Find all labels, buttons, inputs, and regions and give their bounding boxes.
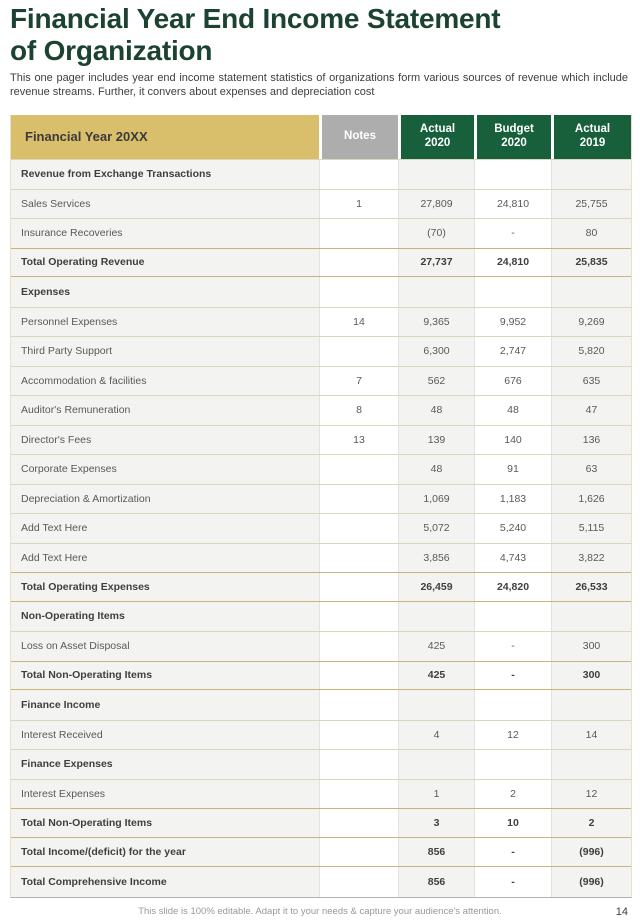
table-row: [11, 602, 631, 632]
budget-2020-value: -: [474, 662, 551, 690]
table-body: [11, 159, 631, 897]
budget-2020-value: 140: [474, 426, 551, 455]
row-label: Loss on Asset Disposal: [11, 632, 319, 661]
row-label: Director's Fees: [11, 426, 319, 455]
notes-value: [319, 337, 398, 366]
row-label: Finance Income: [11, 690, 319, 720]
budget-2020-value: [474, 160, 551, 189]
row-label: Accommodation & facilities: [11, 367, 319, 396]
actual-2020-value: 6,300: [398, 337, 474, 366]
actual-2019-value: 5,115: [551, 514, 631, 543]
budget-2020-value: 5,240: [474, 514, 551, 543]
actual-2020-value: 139: [398, 426, 474, 455]
budget-2020-value: 24,820: [474, 573, 551, 601]
table-row: [11, 867, 631, 897]
actual-2019-value: [551, 602, 631, 632]
table-row: [11, 454, 631, 484]
table-row: [11, 189, 631, 219]
footer-note: This slide is 100% editable. Adapt it to your needs & capture your audience's attention.: [138, 906, 502, 917]
row-label: Total Operating Revenue: [11, 249, 319, 277]
actual-2019-value: 47: [551, 396, 631, 425]
notes-value: [319, 780, 398, 809]
header-notes-label: Notes: [344, 130, 376, 143]
budget-2020-value: 1,183: [474, 485, 551, 514]
actual-2019-value: 25,755: [551, 190, 631, 219]
budget-2020-value: 2: [474, 780, 551, 809]
notes-value: [319, 690, 398, 720]
notes-value: [319, 219, 398, 248]
header-actual-2019-line2: 2019: [579, 137, 606, 149]
notes-value: 7: [319, 367, 398, 396]
actual-2019-value: 300: [551, 632, 631, 661]
budget-2020-value: -: [474, 838, 551, 867]
notes-value: [319, 809, 398, 837]
actual-2019-value: 2: [551, 809, 631, 837]
table-row: [11, 543, 631, 573]
table-row: [11, 779, 631, 809]
header-cell-budget-2020: [474, 115, 551, 159]
actual-2020-value: 48: [398, 396, 474, 425]
budget-2020-value: 24,810: [474, 249, 551, 277]
row-label: Non-Operating Items: [11, 602, 319, 632]
notes-value: [319, 160, 398, 189]
table-row: [11, 395, 631, 425]
actual-2019-value: 26,533: [551, 573, 631, 601]
notes-value: 1: [319, 190, 398, 219]
row-label: Personnel Expenses: [11, 308, 319, 337]
page-title-line2: of Organization: [10, 34, 213, 66]
table-row: [11, 690, 631, 720]
actual-2019-value: 14: [551, 721, 631, 750]
budget-2020-value: 24,810: [474, 190, 551, 219]
actual-2020-value: [398, 277, 474, 307]
actual-2020-value: 27,737: [398, 249, 474, 277]
header-cell-actual-2020: [398, 115, 474, 159]
actual-2019-value: [551, 160, 631, 189]
actual-2020-value: 26,459: [398, 573, 474, 601]
budget-2020-value: [474, 277, 551, 307]
actual-2019-value: 300: [551, 662, 631, 690]
page-title-line1: Financial Year End Income Statement: [10, 3, 501, 34]
page-title: [10, 3, 500, 67]
header-actual-2019-line1: Actual: [574, 123, 611, 136]
table-row: [11, 366, 631, 396]
row-label: Interest Received: [11, 721, 319, 750]
actual-2019-value: (996): [551, 838, 631, 867]
budget-2020-value: 48: [474, 396, 551, 425]
notes-value: [319, 573, 398, 601]
notes-value: [319, 838, 398, 867]
table-row: [11, 720, 631, 750]
row-label: Add Text Here: [11, 514, 319, 543]
table-row: [11, 808, 631, 838]
notes-value: [319, 485, 398, 514]
row-label: Depreciation & Amortization: [11, 485, 319, 514]
notes-value: [319, 867, 398, 897]
header-budget-2020-line1: Budget: [494, 123, 534, 136]
actual-2019-value: 635: [551, 367, 631, 396]
budget-2020-value: -: [474, 219, 551, 248]
header-financial-year-label: Financial Year 20XX: [25, 129, 148, 145]
table-row: [11, 661, 631, 691]
notes-value: [319, 544, 398, 573]
budget-2020-value: 2,747: [474, 337, 551, 366]
row-label: Total Operating Expenses: [11, 573, 319, 601]
notes-value: 13: [319, 426, 398, 455]
actual-2019-value: [551, 277, 631, 307]
actual-2019-value: 5,820: [551, 337, 631, 366]
budget-2020-value: 10: [474, 809, 551, 837]
actual-2019-value: 12: [551, 780, 631, 809]
actual-2019-value: 63: [551, 455, 631, 484]
budget-2020-value: 91: [474, 455, 551, 484]
header-cell-notes: [319, 115, 398, 159]
header-cell-actual-2019: [551, 115, 631, 159]
budget-2020-value: [474, 750, 551, 779]
actual-2020-value: 27,809: [398, 190, 474, 219]
budget-2020-value: 12: [474, 721, 551, 750]
row-label: Corporate Expenses: [11, 455, 319, 484]
notes-value: [319, 277, 398, 307]
header-budget-2020-line2: 2020: [501, 137, 527, 149]
notes-value: [319, 514, 398, 543]
row-label: Sales Services: [11, 190, 319, 219]
actual-2019-value: [551, 690, 631, 720]
actual-2020-value: 9,365: [398, 308, 474, 337]
table-row: [11, 484, 631, 514]
row-label: Insurance Recoveries: [11, 219, 319, 248]
table-row: [11, 425, 631, 455]
actual-2019-value: 3,822: [551, 544, 631, 573]
actual-2019-value: [551, 750, 631, 779]
actual-2019-value: 9,269: [551, 308, 631, 337]
header-cell-financial-year: [11, 115, 319, 159]
notes-value: [319, 602, 398, 632]
row-label: Auditor's Remuneration: [11, 396, 319, 425]
budget-2020-value: 676: [474, 367, 551, 396]
header-actual-2020-line2: 2020: [424, 137, 451, 149]
notes-value: [319, 750, 398, 779]
notes-value: [319, 632, 398, 661]
actual-2020-value: [398, 160, 474, 189]
actual-2020-value: 48: [398, 455, 474, 484]
table-row: [11, 572, 631, 602]
row-label: Total Comprehensive Income: [11, 867, 319, 897]
row-label: Add Text Here: [11, 544, 319, 573]
table-row: [11, 307, 631, 337]
row-label: Expenses: [11, 277, 319, 307]
table-row: [11, 838, 631, 868]
table-row: [11, 248, 631, 278]
actual-2019-value: 80: [551, 219, 631, 248]
row-label: Total Non-Operating Items: [11, 809, 319, 837]
budget-2020-value: 4,743: [474, 544, 551, 573]
row-label: Total Non-Operating Items: [11, 662, 319, 690]
table-row: [11, 277, 631, 307]
budget-2020-value: -: [474, 632, 551, 661]
table-row: [11, 218, 631, 248]
actual-2020-value: 3,856: [398, 544, 474, 573]
table-header-row: [11, 115, 631, 159]
actual-2020-value: [398, 690, 474, 720]
table-row: [11, 336, 631, 366]
actual-2019-value: 136: [551, 426, 631, 455]
table-row: [11, 749, 631, 779]
actual-2020-value: 4: [398, 721, 474, 750]
notes-value: 8: [319, 396, 398, 425]
budget-2020-value: -: [474, 867, 551, 897]
budget-2020-value: [474, 602, 551, 632]
notes-value: [319, 721, 398, 750]
budget-2020-value: [474, 690, 551, 720]
table-row: [11, 159, 631, 189]
row-label: Finance Expenses: [11, 750, 319, 779]
actual-2019-value: 1,626: [551, 485, 631, 514]
actual-2020-value: [398, 750, 474, 779]
actual-2019-value: (996): [551, 867, 631, 897]
table-row: [11, 631, 631, 661]
row-label: Interest Expenses: [11, 780, 319, 809]
row-label: Total Income/(deficit) for the year: [11, 838, 319, 867]
actual-2020-value: 856: [398, 867, 474, 897]
actual-2020-value: (70): [398, 219, 474, 248]
actual-2020-value: 5,072: [398, 514, 474, 543]
table-row: [11, 513, 631, 543]
actual-2020-value: [398, 602, 474, 632]
notes-value: [319, 249, 398, 277]
actual-2020-value: 1,069: [398, 485, 474, 514]
actual-2020-value: 425: [398, 632, 474, 661]
income-statement-table: [10, 115, 632, 898]
actual-2020-value: 562: [398, 367, 474, 396]
notes-value: [319, 662, 398, 690]
slide-description: This one pager includes year end income statement statistics of organizations form various sources of revenue which include revenue streams. Further, it convers about expenses and depreciation cost: [10, 72, 628, 99]
header-actual-2020-line1: Actual: [419, 123, 456, 136]
notes-value: [319, 455, 398, 484]
actual-2020-value: 856: [398, 838, 474, 867]
page-number: 14: [615, 906, 628, 918]
row-label: Third Party Support: [11, 337, 319, 366]
actual-2020-value: 3: [398, 809, 474, 837]
actual-2019-value: 25,835: [551, 249, 631, 277]
row-label: Revenue from Exchange Transactions: [11, 160, 319, 189]
actual-2020-value: 425: [398, 662, 474, 690]
actual-2020-value: 1: [398, 780, 474, 809]
notes-value: 14: [319, 308, 398, 337]
budget-2020-value: 9,952: [474, 308, 551, 337]
